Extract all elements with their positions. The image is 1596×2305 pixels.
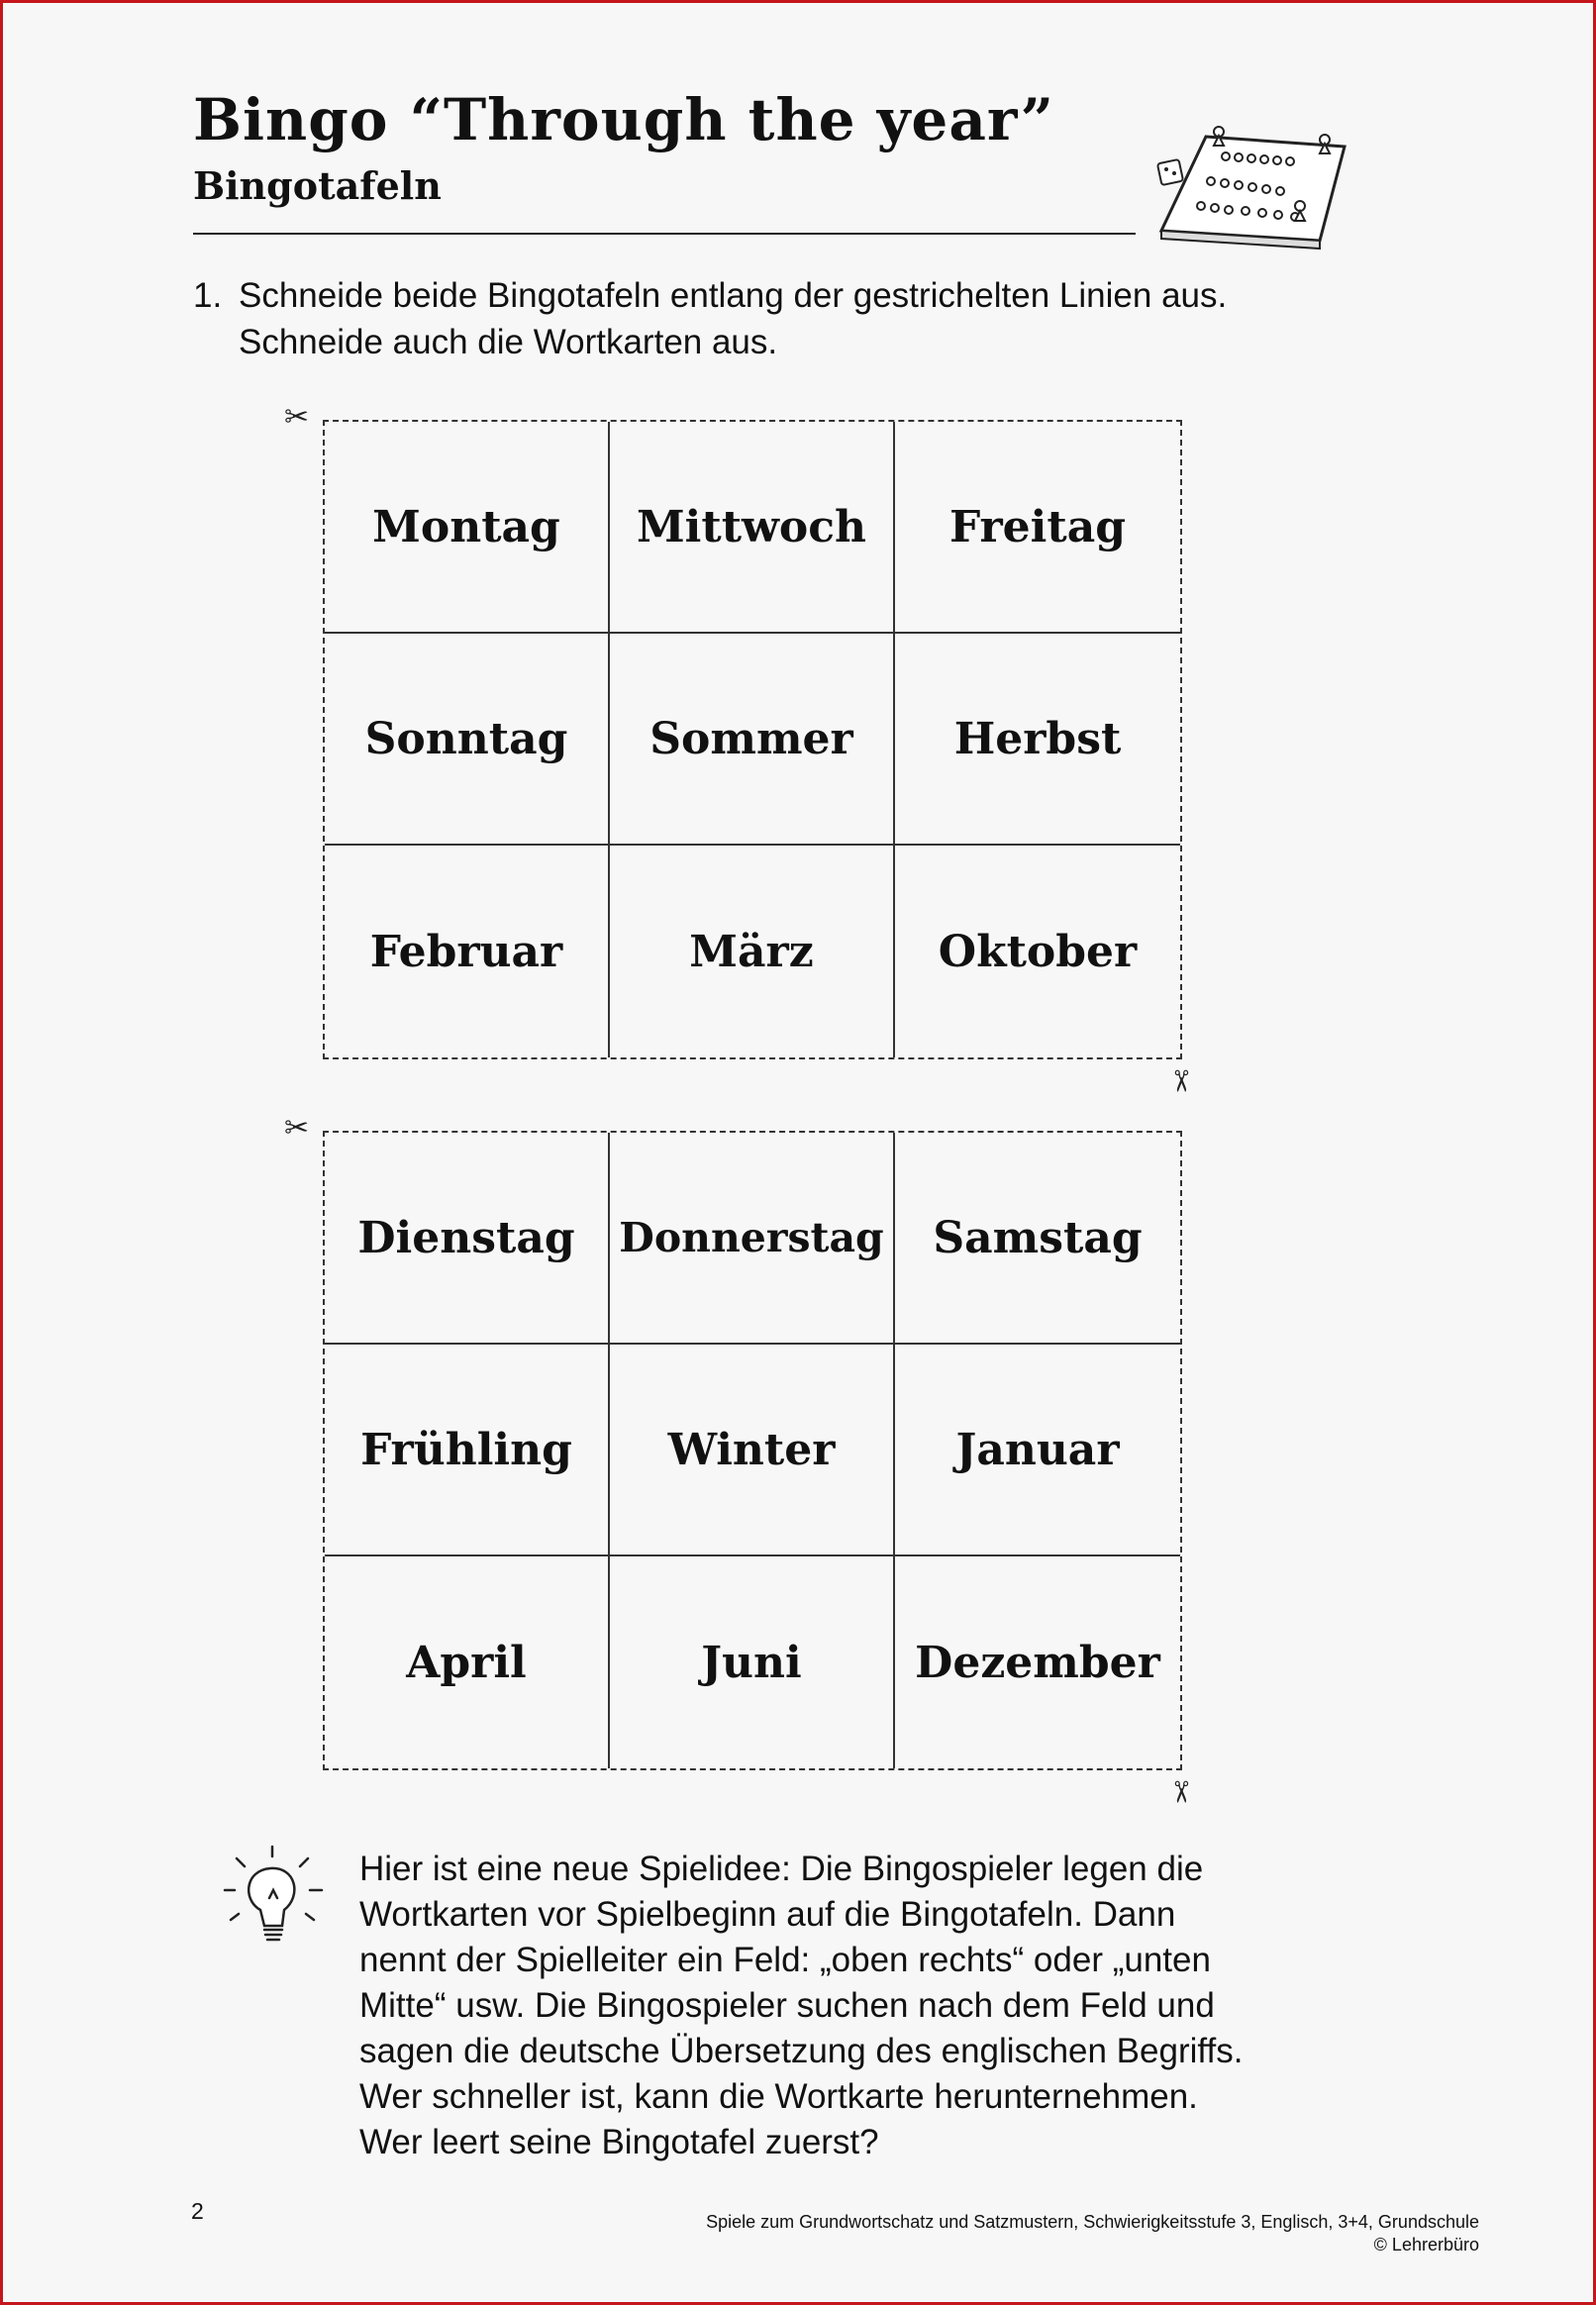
- instruction-line-2: Schneide auch die Wortkarten aus.: [239, 323, 778, 361]
- bingo-cell: Juni: [610, 1556, 895, 1768]
- bingo-cell: Dezember: [915, 1637, 1160, 1688]
- instruction-line-1: Schneide beide Bingotafeln entlang der gestrichelten Linien aus.: [239, 276, 1228, 315]
- tip-line: Hier ist eine neue Spielidee: Die Bingospieler legen die: [359, 1850, 1204, 1888]
- tip-line: Mitte“ usw. Die Bingospieler suchen nach dem Feld und: [359, 1986, 1215, 2025]
- bingo-cell: Mittwoch: [610, 422, 895, 634]
- scissors-icon: ✂: [284, 1111, 310, 1146]
- bingo-cell: Herbst: [895, 634, 1180, 846]
- footer-copyright: © Lehrerbüro: [1373, 2235, 1479, 2255]
- scissors-icon: ✂: [1162, 1068, 1198, 1094]
- bingo-cell: Januar: [895, 1345, 1180, 1556]
- bingo-cell: Sonntag: [325, 634, 610, 846]
- lightbulb-icon: [223, 1843, 332, 1961]
- instruction: [193, 272, 1227, 365]
- bingo-cell: Sommer: [610, 634, 895, 846]
- tip-line: nennt der Spielleiter ein Feld: „oben rechts“ oder „unten: [359, 1941, 1211, 1979]
- scissors-icon: ✂: [284, 400, 310, 435]
- bingo-cell: Winter: [610, 1345, 895, 1556]
- bingo-card-2: [323, 1131, 1182, 1770]
- tip-line: sagen die deutsche Übersetzung des englischen Begriffs.: [359, 2032, 1244, 2070]
- title-divider: [193, 233, 1136, 235]
- bingo-card-1: [323, 420, 1182, 1059]
- footer: [706, 2211, 1479, 2256]
- bingo-cell: Oktober: [938, 926, 1138, 977]
- tip-line: Wer schneller ist, kann die Wortkarte herunternehmen.: [359, 2077, 1198, 2116]
- bingo-cell: Dienstag: [325, 1133, 610, 1345]
- bingo-cell: April: [325, 1556, 610, 1768]
- bingo-cell: Frühling: [325, 1345, 610, 1556]
- game-tip: [359, 1847, 1349, 2165]
- bingo-cell: Donnerstag: [610, 1133, 895, 1345]
- scissors-icon: ✂: [1162, 1779, 1198, 1805]
- board-game-icon: [1151, 122, 1349, 251]
- page-title: Bingo “Through the year”: [193, 86, 1054, 153]
- bingo-cell: Montag: [325, 422, 610, 634]
- tip-line: Wer leert seine Bingotafel zuerst?: [359, 2123, 879, 2161]
- bingo-cell: März: [610, 846, 895, 1057]
- bingo-cell: Samstag: [895, 1133, 1180, 1345]
- bingo-cell: Freitag: [895, 422, 1180, 634]
- footer-source: Spiele zum Grundwortschatz und Satzmustern, Schwierigkeitsstufe 3, Englisch, 3+4, Grundschule: [706, 2212, 1479, 2232]
- instruction-number: 1.: [193, 276, 223, 315]
- page-number: 2: [191, 2198, 204, 2224]
- page-subtitle: Bingotafeln: [193, 163, 442, 208]
- bingo-cell: Februar: [325, 846, 610, 1057]
- tip-line: Wortkarten vor Spielbeginn auf die Bingotafeln. Dann: [359, 1895, 1176, 1934]
